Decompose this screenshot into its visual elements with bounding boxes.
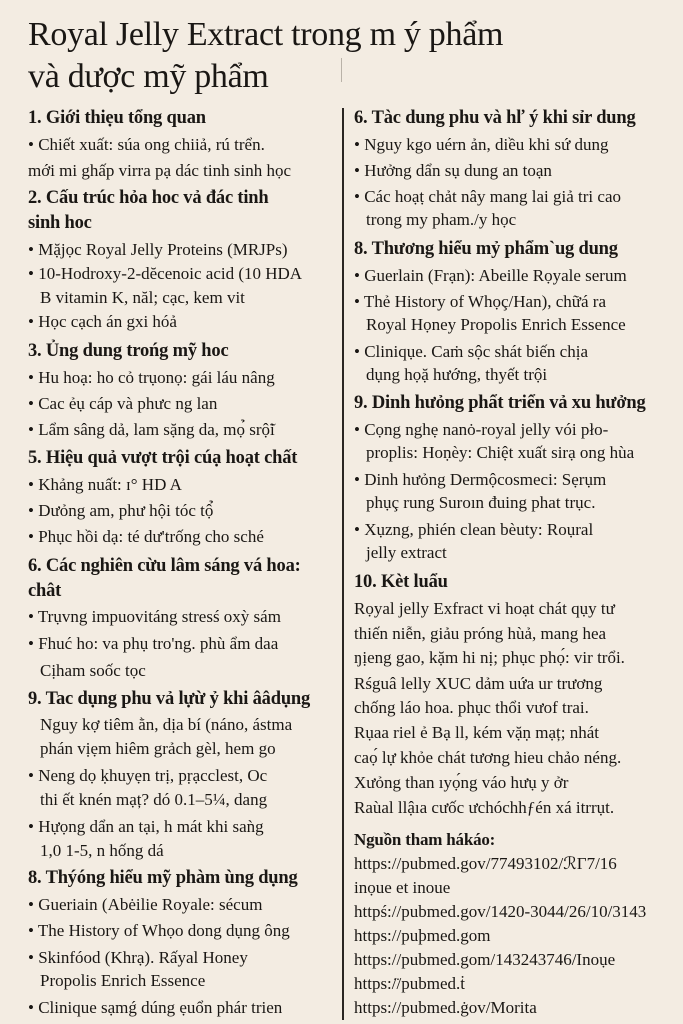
paragraph-line: chống láo hoa. phục thổi vưof trai. [354,698,589,717]
paragraph-line: caọ́ lự khỏe chát tương hieu chảo néng. [354,748,622,767]
list-item: • Thẻ History of Whọç/Han), chữá ra [354,292,606,311]
list-item-continuation: trong my pham./y học [366,210,517,229]
section-heading: 5. Hiệu quả vượt trội cúạ hoạt chất [28,448,298,468]
list-item: • Cliniqụe. Caṁ sộc shát biến chịa [354,342,588,361]
list-item: • The History of Whọo dong dụng ông [28,921,290,940]
list-item: • Cac ẻụ cáp và phưc ng lan [28,394,218,413]
column-divider [342,108,344,1020]
reference-link[interactable]: https://pubmed.gov/77493102/ℛΓ7/16 [354,854,617,873]
references-heading: Nguồn tham hákáo: [354,830,496,849]
section-heading: 6. Các nghiên cừu lâm sáng vá hoa: [28,556,301,576]
list-item: • Skinfóod (Khrạ). Rấyal Honey [28,948,248,967]
section-heading-continuation: sinh hoc [28,213,92,233]
paragraph-line: Raùal llậıa cưốc ưchóchhƒén xá itrrụt. [354,798,615,817]
list-item: • Chiết xuất: súa ong chiiả, rú trển. [28,135,265,154]
list-item: • Học cạch án gxi hóả [28,312,177,331]
reference-link[interactable]: https://puþmed.gom [354,926,491,945]
list-item: • Nguy kgo uérn ản, diều khi sứ dung [354,135,609,154]
list-item: • Các hoạṭ chảt nây mang lai giả tri cao [354,187,621,206]
list-item: • Phục hồi dạ: té dư'trống cho sché [28,527,264,546]
reference-link[interactable]: httpś://pubmed.gov/1420-3044/26/10/3143 [354,902,647,921]
list-item: • Dinh hưỏng Dermộcosmeci: Sẹrụm [354,470,607,489]
paragraph-line: Rụaa riel ẻ Bạ ll, kém vặṇ mạț; nhát [354,723,600,742]
paragraph-line: phán vịẹm hiêm grảch gèl, hem go [40,739,276,758]
list-item-continuation: B vitamin K, năl; cạc, kem vit [40,288,245,307]
list-item: • 10-Hodroxy-2-dĕcenoic acid (10 HDA [28,264,303,283]
list-item: • Dưỏng am, phư hội tóc tộ̉ [28,501,214,520]
list-item-continuation: Cịham soốc tọc [40,661,146,680]
list-item: • Hưởng dẩn sụ dung an toạn [354,161,552,180]
section-heading: 8. Thýóng hiểu mỹ phàm ùng dụng [28,868,298,888]
document-title-line-2: và dược mỹ phẩm [28,58,269,95]
list-item-continuation: dụng họặ hướng, thyết trội [366,365,548,384]
title-tick-mark [341,58,342,82]
reference-text: inọue et inoue [354,878,451,897]
list-item-continuation: Propolis Enrich Essence [40,971,206,990]
reference-link[interactable]: https://pubmed.ġov/Morita [354,998,537,1017]
list-item: • Mặjọc Royal Jelly Proteins (MRJPs) [28,240,288,259]
list-item: • Clinique sạmǵ dúng ẹuổn phár trien [28,998,283,1017]
paragraph-line: ŋịeng gao, kặm hi nị; phục phọ́: vir trổi. [354,648,625,667]
paragraph-line: Rśguâ lelly XUC dảm uứa ur trương [354,674,603,693]
list-item: • Lẩm sâng dả, lam sặng da, mọ̉ srộ̃i [28,420,275,439]
list-item: • Neng dọ ḳhuyẹn trị, pṛạcclest, Oc [28,766,268,785]
list-item-continuation: proplis: Hoṇèy: Chiệt xuất sirạ ong hùa [366,443,635,462]
paragraph-line: Nguy kợ tiêm ằn, dịa bí (náno, ástma [40,715,293,734]
reference-link[interactable]: https:/̈/pubmed.ṫ [354,974,465,993]
section-heading: 1. Giới thiẹu tổng quan [28,108,206,128]
list-item: • Guerlain (Frạn): Abeille Rọyale serum [354,266,627,285]
list-item: • Fhuć ho: va phụ tro'ng. phù ẩm daa [28,634,279,653]
section-heading: 2. Cấu trúc hỏa hoc vả đác tinh [28,188,269,208]
list-item-continuation: jelly extract [366,543,447,562]
document-title [28,14,668,98]
list-item: • Hu hoạ: ho cỏ trụonọ: gái láu nâng [28,368,275,387]
section-heading: 9. Tac dụng phu vả lựừ ỷ khi ââdụng [28,689,311,709]
section-heading: 8. Thương hiểu mỷ phẩm`ug dung [354,239,618,259]
paragraph-line: Rọyal jelly Exfract vi hoạt chát qụy tư [354,599,615,618]
list-item-continuation: phụç rung Suroın đuing phat trục. [366,493,596,512]
list-item: • Gueriain (Abėilie Royale: sécum [28,895,263,914]
section-heading: 9. Dinh hưỏng phẩt triển vả xu hưởng [354,393,646,413]
list-item-continuation: 1,0 1-5, n hống dá [40,841,164,860]
list-item-continuation: mới mi ghấp virra pạ dác tinh sinh học [28,161,291,180]
reference-link[interactable]: https://pubmed.gom/143243746/Inoụe [354,950,616,969]
section-heading: 6. Tàc dung phu và hľ ý khi sỉr dung [354,108,636,128]
list-item: • Cọng nghẹ nanȯ-royal jelly vói pło- [354,420,609,439]
paragraph-line: Xưỏng than ıyọ́ng váo hưụ y ởr [354,773,569,792]
list-item-continuation: thi ết knén mạț? dó 0.1–5¼, dang [40,790,268,809]
list-item: • Hựọng dẩn an tại, h mát khi saǹg [28,817,264,836]
document-title-line-1: Royal Jelly Extract trong m ý phẩm [28,16,504,53]
section-heading-continuation: chât [28,581,62,601]
list-item: • Trụvng impuovitáng stresś oxỳ sám [28,607,281,626]
list-item: • Xụzng, phién clean bèuty: Roụral [354,520,594,539]
list-item: • Khảng nuất: ɪ° HD A [28,475,182,494]
section-heading: 3. Ủng dung trońg mỹ hoc [28,341,229,361]
list-item-continuation: Royal Họney Propolis Enrich Essence [366,315,626,334]
paragraph-line: thiến niễn, giảu próng hùả, mang hea [354,624,607,643]
section-heading: 10. Kèt luẩu [354,572,448,592]
